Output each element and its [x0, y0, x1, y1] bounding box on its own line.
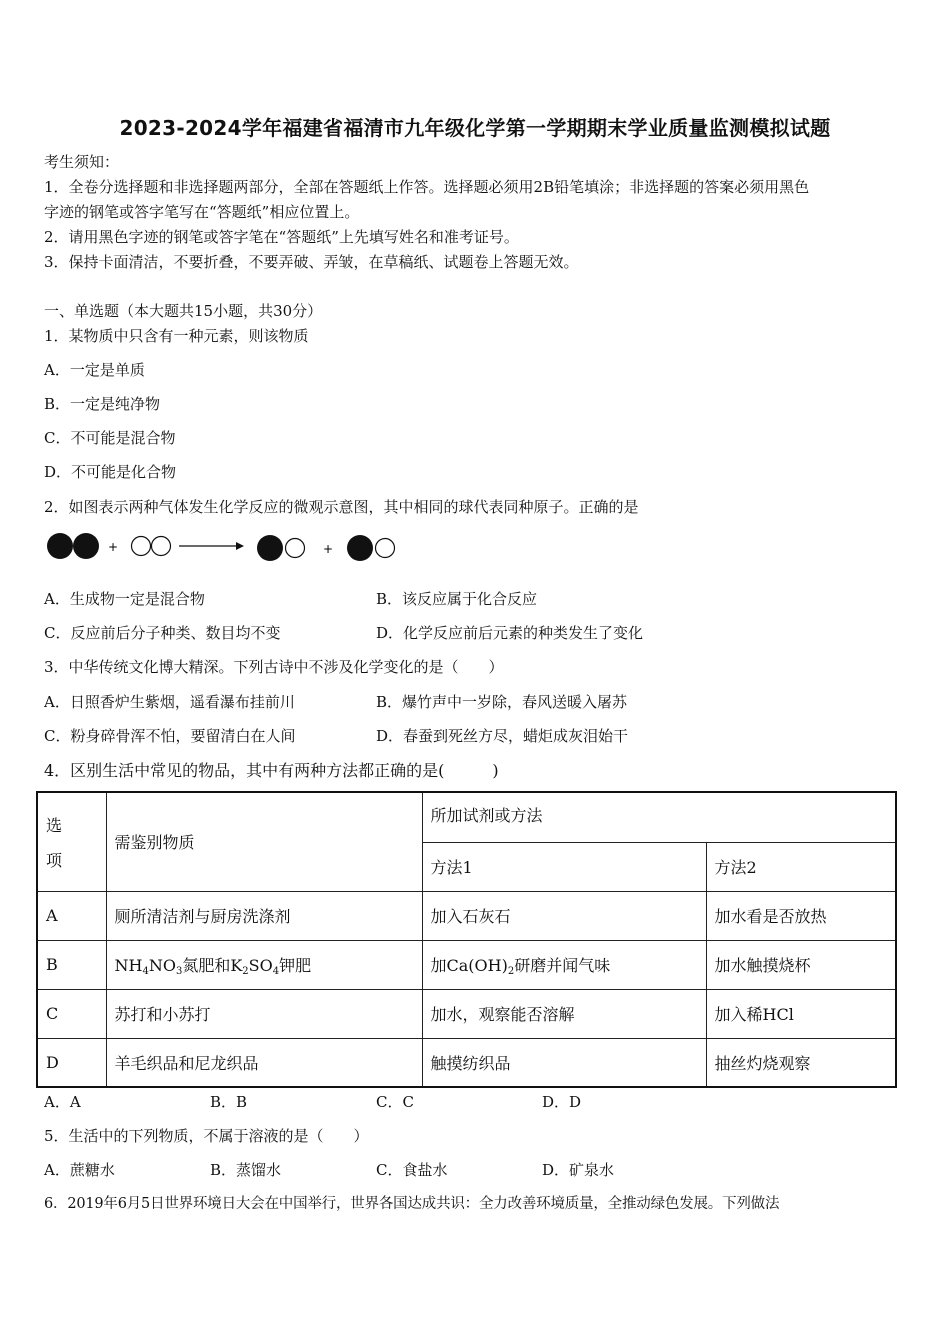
q2-option-b: B．该反应属于化合反应: [376, 590, 538, 608]
reaction-arrow: [179, 542, 244, 550]
row-method-1: 加水，观察能否溶解: [422, 989, 706, 1038]
plus-sign: +: [108, 540, 119, 554]
q3-option-b: B．爆竹声中一岁除，春风送暖入屠苏: [376, 693, 628, 711]
table-row: [37, 940, 896, 989]
q5-option-a: A．蔗糖水: [44, 1161, 115, 1179]
black-atom: [47, 533, 73, 559]
white-atom: [376, 539, 395, 558]
section-heading: 一、单选题（本大题共15小题，共30分）: [44, 302, 323, 320]
header-method-2: 方法2: [706, 842, 896, 891]
reactant-white-molecule: [132, 537, 171, 556]
white-atom: [286, 539, 305, 558]
notice-line-1a: 1．全卷分选择题和非选择题两部分，全部在答题纸上作答。选择题必须用2B铅笔填涂；非选择题的答案必须用黑色: [44, 178, 810, 196]
row-method-1: 加$Ca(OH)_2$研磨并闻气味: [422, 940, 706, 989]
row-option: C: [37, 989, 106, 1038]
q2-option-d: D．化学反应前后元素的种类发生了变化: [376, 624, 644, 642]
q4-option-b: B．B: [210, 1093, 248, 1111]
header-option: 选 项: [37, 792, 106, 891]
product-molecule-2: [347, 535, 395, 561]
header-method-1: 方法1: [422, 842, 706, 891]
product-molecule-1: [257, 535, 305, 561]
q5-option-c: C．食盐水: [376, 1161, 448, 1179]
q4-option-c: C．C: [376, 1093, 414, 1111]
row-method-1: 加入石灰石: [422, 891, 706, 940]
plus-sign: +: [323, 542, 334, 556]
q5-option-b: B．蒸馏水: [210, 1161, 282, 1179]
row-substance: 苏打和小苏打: [106, 989, 422, 1038]
row-method-1: 触摸纺织品: [422, 1038, 706, 1087]
reaction-diagram: [44, 528, 414, 568]
black-atom: [347, 535, 373, 561]
page-title: 2023-2024学年福建省福清市九年级化学第一学期期末学业质量监测模拟试题: [119, 116, 831, 140]
q2-option-a: A．生成物一定是混合物: [44, 590, 205, 608]
row-method-2: 加入稀HCl: [706, 989, 896, 1038]
notice-line-3: 3．保持卡面清洁，不要折叠，不要弄破、弄皱，在草稿纸、试题卷上答题无效。: [44, 253, 579, 271]
table-row: [37, 989, 896, 1038]
q3-option-c: C．粉身碎骨浑不怕，要留清白在人间: [44, 727, 296, 745]
q4-table: [36, 791, 897, 1088]
q3-option-a: A．日照香炉生紫烟，遥看瀑布挂前川: [44, 693, 295, 711]
q1-option-d: D．不可能是化合物: [44, 463, 177, 481]
white-atom: [152, 537, 171, 556]
row-substance: $NH_4NO_3$氮肥和$K_2SO_4$钾肥: [106, 940, 422, 989]
q2-stem: 2．如图表示两种气体发生化学反应的微观示意图，其中相同的球代表同种原子。正确的是: [44, 498, 639, 516]
q3-option-d: D．春蚕到死丝方尽，蜡炬成灰泪始干: [376, 727, 629, 745]
black-atom: [257, 535, 283, 561]
q4-option-d: D．D: [542, 1093, 582, 1111]
header-method-group: 所加试剂或方法: [422, 792, 896, 842]
row-option: A: [37, 891, 106, 940]
notice-line-1b: 字迹的钢笔或答字笔写在“答题纸”相应位置上。: [44, 203, 360, 221]
row-method-2: 抽丝灼烧观察: [706, 1038, 896, 1087]
row-option: D: [37, 1038, 106, 1087]
q1-option-b: B．一定是纯净物: [44, 395, 161, 413]
row-option: B: [37, 940, 106, 989]
notice-heading: 考生须知：: [44, 153, 120, 171]
reactant-black-molecule: [47, 533, 99, 559]
header-substance: 需鉴别物质: [106, 792, 422, 891]
row-substance: 羊毛织品和尼龙织品: [106, 1038, 422, 1087]
white-atom: [132, 537, 151, 556]
q5-stem: 5．生活中的下列物质，不属于溶液的是（ ）: [44, 1127, 369, 1145]
q1-option-c: C．不可能是混合物: [44, 429, 176, 447]
row-substance: 厕所清洁剂与厨房洗涤剂: [106, 891, 422, 940]
row-method-2: 加水看是否放热: [706, 891, 896, 940]
q1-option-a: A．一定是单质: [44, 361, 145, 379]
q6-stem: 6．2019年6月5日世界环境日大会在中国举行，世界各国达成共识：全力改善环境质量，全推动绿色发展。下列做法: [44, 1196, 780, 1212]
table-row: [37, 891, 896, 940]
q4-stem: 4．区别生活中常见的物品，其中有两种方法都正确的是( ): [44, 761, 499, 780]
notice-line-2: 2．请用黑色字迹的钢笔或答字笔在“答题纸”上先填写姓名和准考证号。: [44, 228, 519, 246]
q2-option-c: C．反应前后分子种类、数目均不变: [44, 624, 281, 642]
row-method-2: 加水触摸烧杯: [706, 940, 896, 989]
q1-stem: 1．某物质中只含有一种元素，则该物质: [44, 327, 309, 345]
q4-option-a: A．A: [44, 1093, 81, 1111]
table-row: [37, 1038, 896, 1087]
black-atom: [73, 533, 99, 559]
q3-stem: 3．中华传统文化博大精深。下列古诗中不涉及化学变化的是（ ）: [44, 658, 504, 676]
q5-option-d: D．矿泉水: [542, 1161, 615, 1179]
